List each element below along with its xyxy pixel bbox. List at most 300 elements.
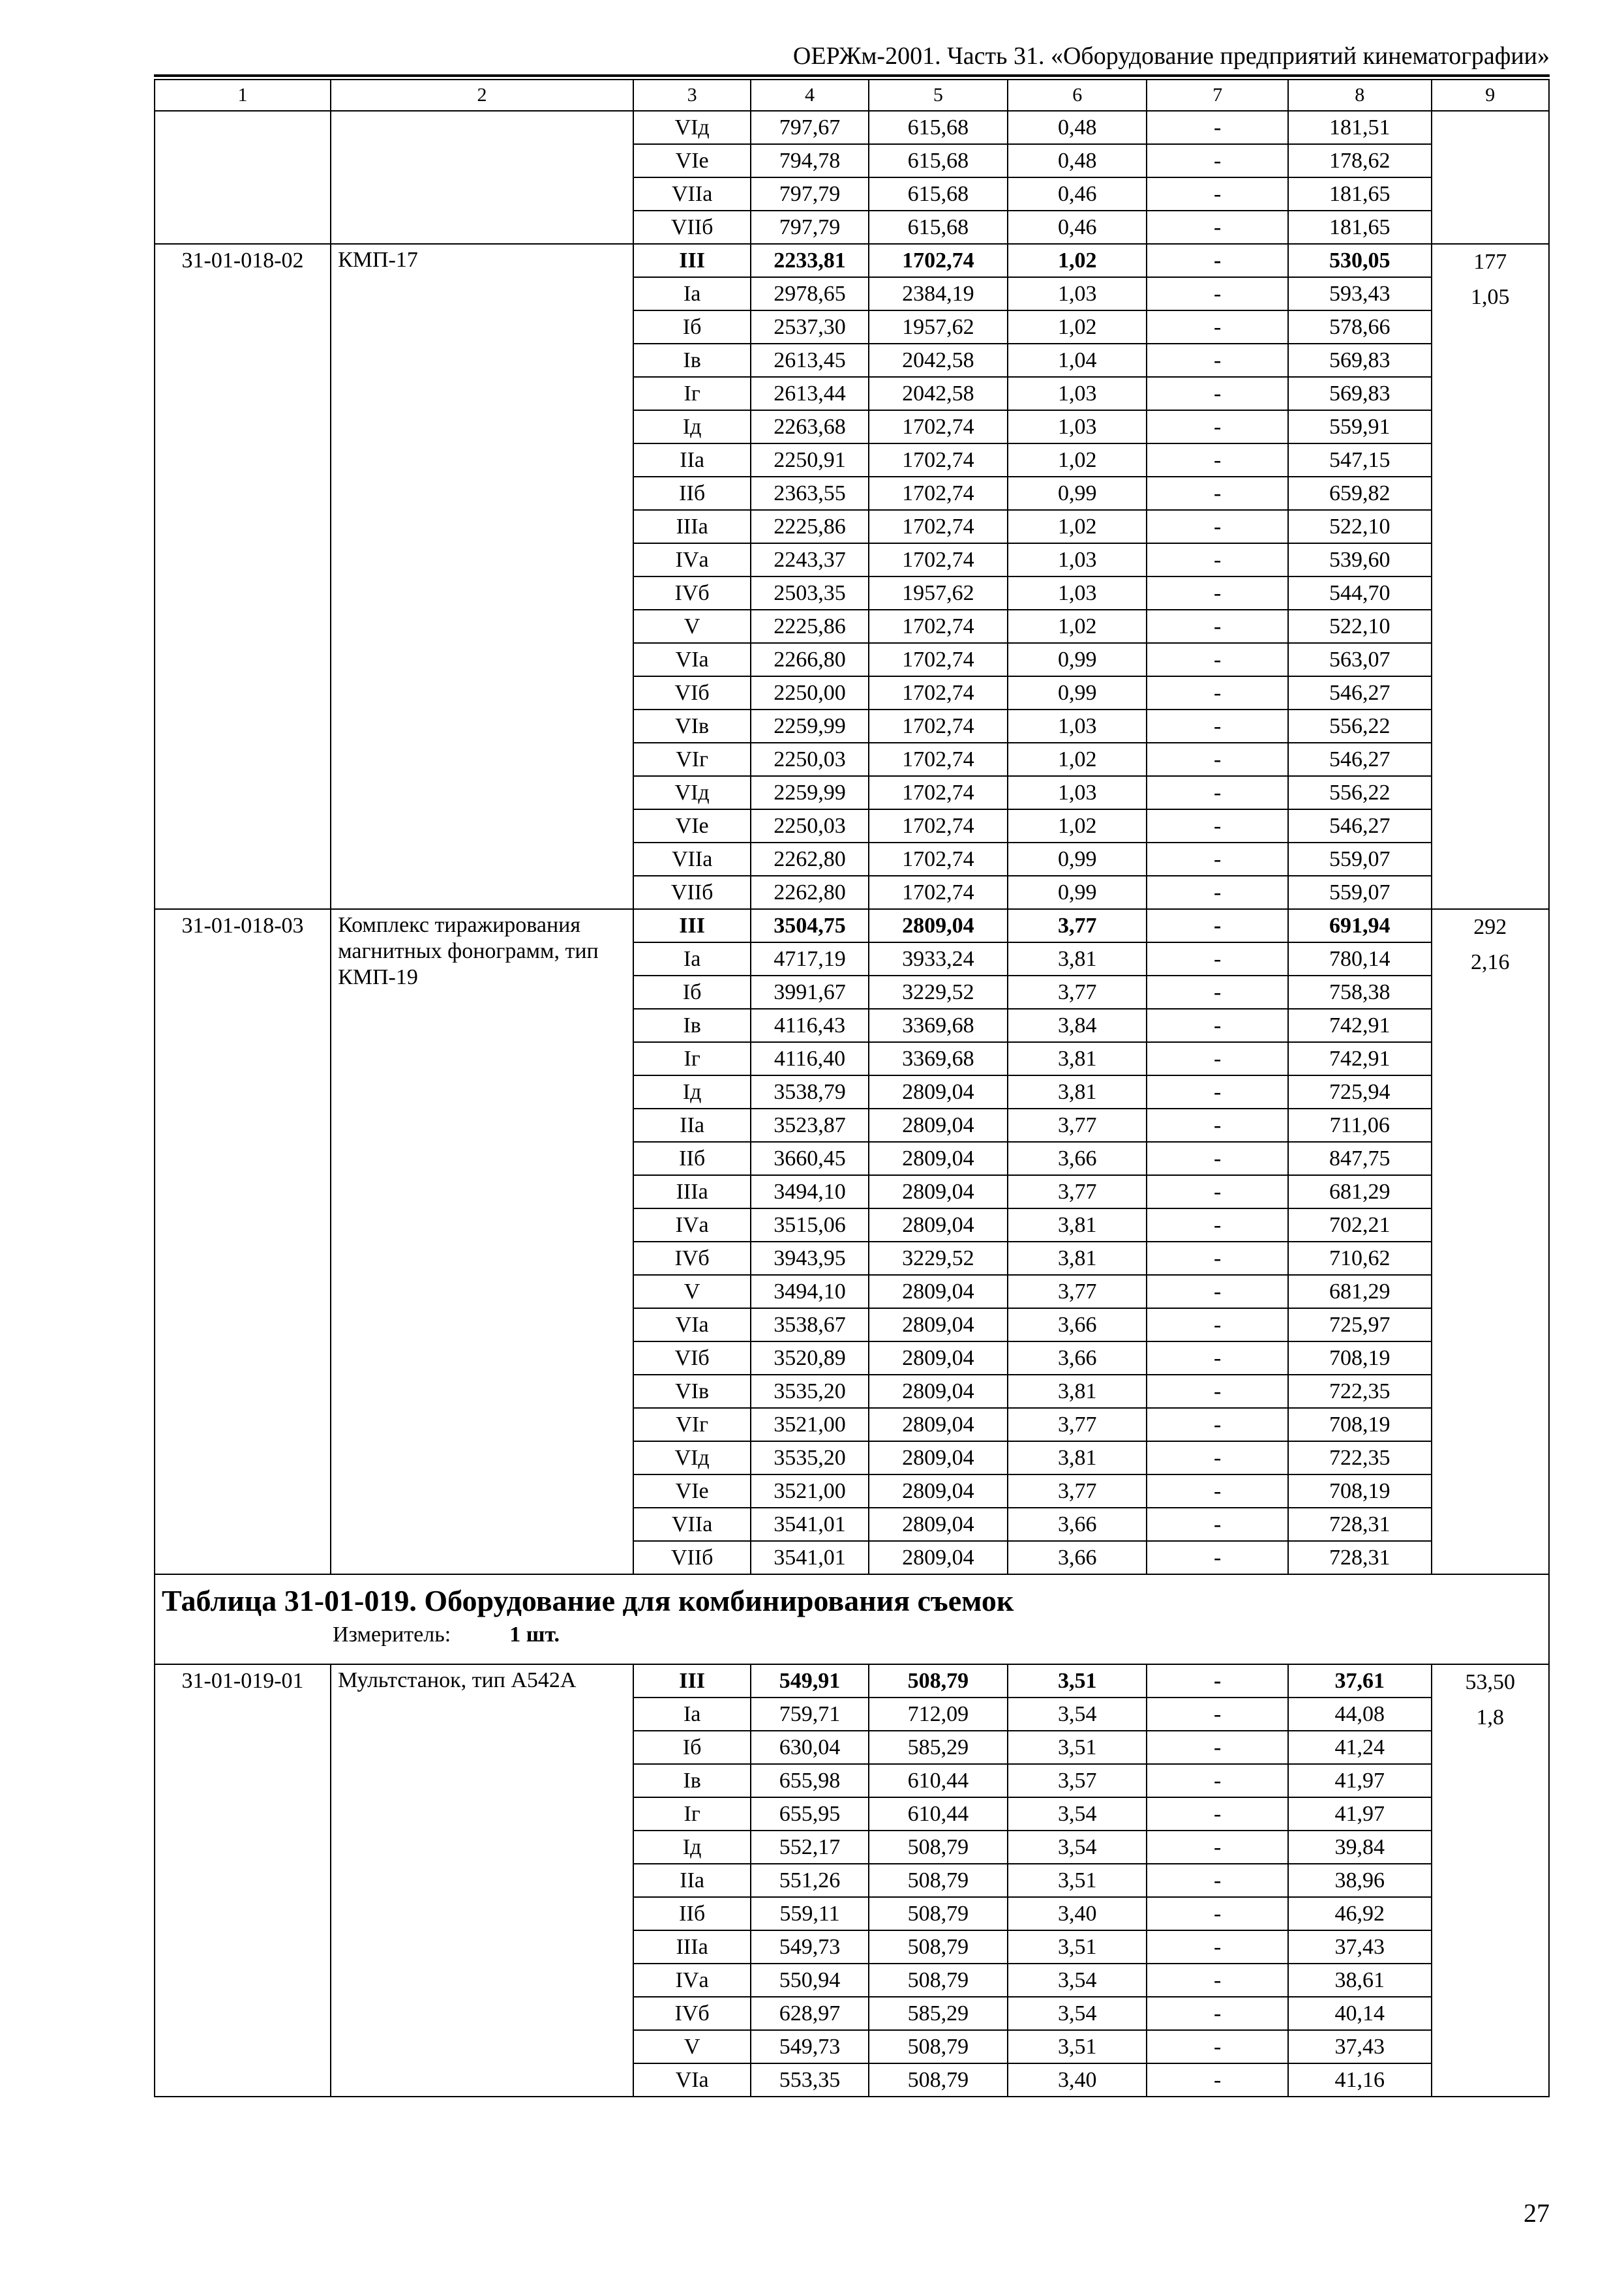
machine-wage-cell: - [1147, 1242, 1287, 1275]
wage-cell: 1702,74 [869, 809, 1008, 843]
machine-wage-cell: - [1147, 809, 1287, 843]
materials-cell: 708,19 [1288, 1474, 1432, 1508]
measure-unit [162, 1621, 1542, 1649]
machine-wage-cell: - [1147, 1764, 1287, 1797]
machine-wage-cell: - [1147, 876, 1287, 909]
zone-cell: III [633, 909, 751, 942]
materials-cell: 578,66 [1288, 310, 1432, 344]
zone-cell: VIIа [633, 177, 751, 211]
zone-cell: Iв [633, 1764, 751, 1797]
column-number-row [155, 80, 1549, 111]
machine-cell: 3,81 [1008, 1441, 1147, 1474]
total-cost-cell: 2225,86 [751, 510, 868, 543]
machine-wage-cell: - [1147, 1275, 1287, 1308]
total-cost-cell: 559,11 [751, 1897, 868, 1930]
machine-cell: 1,02 [1008, 809, 1147, 843]
machine-wage-cell: - [1147, 310, 1287, 344]
table-row [155, 909, 1549, 942]
rates-table [154, 79, 1550, 2097]
total-cost-cell: 2243,37 [751, 543, 868, 576]
machine-cell: 0,99 [1008, 643, 1147, 676]
materials-cell: 708,19 [1288, 1408, 1432, 1441]
materials-cell: 691,94 [1288, 909, 1432, 942]
machine-wage-cell: - [1147, 1142, 1287, 1175]
materials-cell: 40,14 [1288, 1997, 1432, 2030]
wage-cell: 1702,74 [869, 843, 1008, 876]
total-cost-cell: 759,71 [751, 1698, 868, 1731]
total-cost-cell: 3660,45 [751, 1142, 868, 1175]
machine-cell: 3,51 [1008, 1930, 1147, 1964]
machine-cell: 3,81 [1008, 1042, 1147, 1075]
wage-cell: 2042,58 [869, 344, 1008, 377]
zone-cell: IIIа [633, 1175, 751, 1208]
zone-cell: IIб [633, 1897, 751, 1930]
wage-cell: 1702,74 [869, 477, 1008, 510]
wage-cell: 508,79 [869, 1864, 1008, 1897]
zone-cell: Iб [633, 1731, 751, 1764]
zone-cell: VIа [633, 2063, 751, 2097]
labor-value: 292 [1473, 915, 1507, 939]
machine-wage-cell: - [1147, 1864, 1287, 1897]
zone-cell: Iд [633, 1831, 751, 1864]
zone-cell: V [633, 610, 751, 643]
column-number: 1 [155, 80, 331, 111]
wage-cell: 615,68 [869, 144, 1008, 177]
materials-cell: 539,60 [1288, 543, 1432, 576]
total-cost-cell: 797,79 [751, 177, 868, 211]
wage-cell: 1957,62 [869, 310, 1008, 344]
materials-cell: 546,27 [1288, 809, 1432, 843]
total-cost-cell: 2250,03 [751, 809, 868, 843]
materials-cell: 46,92 [1288, 1897, 1432, 1930]
materials-cell: 522,10 [1288, 510, 1432, 543]
zone-cell: Iв [633, 344, 751, 377]
wage-cell: 3229,52 [869, 1242, 1008, 1275]
wage-cell: 2809,04 [869, 1075, 1008, 1109]
machine-wage-cell: - [1147, 543, 1287, 576]
total-cost-cell: 797,79 [751, 211, 868, 244]
machine-cell: 0,48 [1008, 111, 1147, 144]
machine-wage-cell: - [1147, 1441, 1287, 1474]
wage-cell: 508,79 [869, 2063, 1008, 2097]
wage-cell: 1702,74 [869, 876, 1008, 909]
machine-cell: 3,40 [1008, 1897, 1147, 1930]
materials-cell: 742,91 [1288, 1042, 1432, 1075]
machine-cell: 0,48 [1008, 144, 1147, 177]
materials-cell: 780,14 [1288, 942, 1432, 976]
wage-cell: 2809,04 [869, 1175, 1008, 1208]
machine-wage-cell: - [1147, 510, 1287, 543]
machine-wage-cell: - [1147, 942, 1287, 976]
zone-cell: IVа [633, 543, 751, 576]
wage-cell: 1702,74 [869, 610, 1008, 643]
materials-cell: 178,62 [1288, 144, 1432, 177]
item-code [155, 111, 331, 244]
item-code: 31-01-018-02 [155, 244, 331, 909]
labor-value: 1,8 [1476, 1705, 1504, 1729]
machine-cell: 3,54 [1008, 1964, 1147, 1997]
measure-unit-label: Измеритель: [333, 1623, 451, 1647]
wage-cell: 508,79 [869, 1831, 1008, 1864]
wage-cell: 2384,19 [869, 277, 1008, 310]
zone-cell: IVа [633, 1208, 751, 1242]
materials-cell: 547,15 [1288, 443, 1432, 477]
zone-cell: Iд [633, 1075, 751, 1109]
zone-cell: Iг [633, 377, 751, 410]
total-cost-cell: 655,98 [751, 1764, 868, 1797]
wage-cell: 3229,52 [869, 976, 1008, 1009]
machine-wage-cell: - [1147, 1109, 1287, 1142]
total-cost-cell: 797,67 [751, 111, 868, 144]
machine-wage-cell: - [1147, 1375, 1287, 1408]
machine-cell: 3,81 [1008, 1375, 1147, 1408]
materials-cell: 38,96 [1288, 1864, 1432, 1897]
total-cost-cell: 2250,91 [751, 443, 868, 477]
total-cost-cell: 3535,20 [751, 1375, 868, 1408]
machine-wage-cell: - [1147, 443, 1287, 477]
zone-cell: Iв [633, 1009, 751, 1042]
total-cost-cell: 3520,89 [751, 1341, 868, 1375]
labor-cell [1432, 909, 1549, 1574]
total-cost-cell: 630,04 [751, 1731, 868, 1764]
machine-wage-cell: - [1147, 1664, 1287, 1698]
wage-cell: 2809,04 [869, 1375, 1008, 1408]
machine-cell: 1,04 [1008, 344, 1147, 377]
item-name: Комплекс тиражирования магнитных фонограмм, тип КМП-19 [331, 909, 633, 1574]
wage-cell: 508,79 [869, 2030, 1008, 2063]
zone-cell: VIг [633, 1408, 751, 1441]
wage-cell: 2809,04 [869, 1408, 1008, 1441]
wage-cell: 2809,04 [869, 1541, 1008, 1574]
machine-wage-cell: - [1147, 676, 1287, 710]
materials-cell: 37,43 [1288, 2030, 1432, 2063]
machine-cell: 3,66 [1008, 1508, 1147, 1541]
machine-cell: 3,77 [1008, 1474, 1147, 1508]
total-cost-cell: 2263,68 [751, 410, 868, 443]
machine-wage-cell: - [1147, 377, 1287, 410]
total-cost-cell: 2503,35 [751, 576, 868, 610]
wage-cell: 610,44 [869, 1764, 1008, 1797]
machine-wage-cell: - [1147, 643, 1287, 676]
machine-cell: 3,54 [1008, 1797, 1147, 1831]
machine-wage-cell: - [1147, 610, 1287, 643]
total-cost-cell: 2266,80 [751, 643, 868, 676]
machine-wage-cell: - [1147, 1797, 1287, 1831]
column-number: 9 [1432, 80, 1549, 111]
machine-cell: 3,54 [1008, 1997, 1147, 2030]
zone-cell: IVб [633, 1242, 751, 1275]
total-cost-cell: 3541,01 [751, 1508, 868, 1541]
machine-cell: 3,66 [1008, 1308, 1147, 1341]
zone-cell: Iг [633, 1042, 751, 1075]
machine-cell: 1,02 [1008, 310, 1147, 344]
column-number: 3 [633, 80, 751, 111]
materials-cell: 559,91 [1288, 410, 1432, 443]
wage-cell: 1702,74 [869, 510, 1008, 543]
materials-cell: 559,07 [1288, 876, 1432, 909]
wage-cell: 1702,74 [869, 244, 1008, 277]
machine-wage-cell: - [1147, 1208, 1287, 1242]
materials-cell: 181,51 [1288, 111, 1432, 144]
zone-cell: III [633, 1664, 751, 1698]
column-number: 2 [331, 80, 633, 111]
total-cost-cell: 4116,43 [751, 1009, 868, 1042]
total-cost-cell: 3521,00 [751, 1408, 868, 1441]
total-cost-cell: 628,97 [751, 1997, 868, 2030]
machine-cell: 1,03 [1008, 543, 1147, 576]
total-cost-cell: 2262,80 [751, 876, 868, 909]
zone-cell: VIIа [633, 1508, 751, 1541]
machine-cell: 3,77 [1008, 1109, 1147, 1142]
wage-cell: 1702,74 [869, 743, 1008, 776]
zone-cell: VIIб [633, 211, 751, 244]
wage-cell: 610,44 [869, 1797, 1008, 1831]
machine-cell: 0,99 [1008, 843, 1147, 876]
zone-cell: IIа [633, 443, 751, 477]
machine-cell: 3,81 [1008, 1208, 1147, 1242]
machine-wage-cell: - [1147, 1474, 1287, 1508]
materials-cell: 546,27 [1288, 743, 1432, 776]
zone-cell: III [633, 244, 751, 277]
materials-cell: 569,83 [1288, 344, 1432, 377]
zone-cell: IIа [633, 1864, 751, 1897]
table-row [155, 1664, 1549, 1698]
machine-wage-cell: - [1147, 2063, 1287, 2097]
zone-cell: Iб [633, 310, 751, 344]
machine-cell: 1,03 [1008, 776, 1147, 809]
total-cost-cell: 3523,87 [751, 1109, 868, 1142]
wage-cell: 1702,74 [869, 710, 1008, 743]
total-cost-cell: 2250,00 [751, 676, 868, 710]
machine-cell: 3,66 [1008, 1142, 1147, 1175]
total-cost-cell: 3494,10 [751, 1175, 868, 1208]
materials-cell: 556,22 [1288, 710, 1432, 743]
wage-cell: 1702,74 [869, 676, 1008, 710]
machine-wage-cell: - [1147, 1508, 1287, 1541]
column-number: 5 [869, 80, 1008, 111]
labor-value: 1,05 [1471, 284, 1510, 309]
machine-cell: 3,66 [1008, 1541, 1147, 1574]
total-cost-cell: 655,95 [751, 1797, 868, 1831]
machine-cell: 3,66 [1008, 1341, 1147, 1375]
machine-wage-cell: - [1147, 177, 1287, 211]
machine-cell: 3,40 [1008, 2063, 1147, 2097]
table-title: Таблица 31-01-019. Оборудование для комбинирования съемок [162, 1584, 1014, 1617]
machine-cell: 3,77 [1008, 1275, 1147, 1308]
materials-cell: 758,38 [1288, 976, 1432, 1009]
machine-cell: 3,51 [1008, 1664, 1147, 1698]
total-cost-cell: 551,26 [751, 1864, 868, 1897]
total-cost-cell: 2259,99 [751, 776, 868, 809]
machine-wage-cell: - [1147, 1698, 1287, 1731]
total-cost-cell: 549,73 [751, 1930, 868, 1964]
materials-cell: 722,35 [1288, 1375, 1432, 1408]
materials-cell: 41,97 [1288, 1764, 1432, 1797]
total-cost-cell: 3541,01 [751, 1541, 868, 1574]
machine-cell: 0,99 [1008, 876, 1147, 909]
zone-cell: VIIб [633, 1541, 751, 1574]
total-cost-cell: 553,35 [751, 2063, 868, 2097]
materials-cell: 530,05 [1288, 244, 1432, 277]
wage-cell: 615,68 [869, 111, 1008, 144]
machine-cell: 3,81 [1008, 942, 1147, 976]
wage-cell: 1702,74 [869, 410, 1008, 443]
zone-cell: IVа [633, 1964, 751, 1997]
machine-cell: 1,02 [1008, 610, 1147, 643]
zone-cell: IVб [633, 1997, 751, 2030]
machine-wage-cell: - [1147, 1997, 1287, 2030]
machine-wage-cell: - [1147, 477, 1287, 510]
wage-cell: 615,68 [869, 177, 1008, 211]
zone-cell: VIд [633, 1441, 751, 1474]
wage-cell: 1702,74 [869, 643, 1008, 676]
machine-wage-cell: - [1147, 1408, 1287, 1441]
machine-wage-cell: - [1147, 843, 1287, 876]
machine-wage-cell: - [1147, 1075, 1287, 1109]
labor-value: 53,50 [1465, 1670, 1515, 1694]
running-header: ОЕРЖм-2001. Часть 31. «Оборудование предприятий кинематографии» [792, 42, 1550, 70]
total-cost-cell: 550,94 [751, 1964, 868, 1997]
materials-cell: 181,65 [1288, 211, 1432, 244]
machine-wage-cell: - [1147, 344, 1287, 377]
machine-wage-cell: - [1147, 277, 1287, 310]
zone-cell: V [633, 1275, 751, 1308]
wage-cell: 615,68 [869, 211, 1008, 244]
wage-cell: 2809,04 [869, 909, 1008, 942]
total-cost-cell: 3538,79 [751, 1075, 868, 1109]
zone-cell: IVб [633, 576, 751, 610]
materials-cell: 728,31 [1288, 1508, 1432, 1541]
materials-cell: 681,29 [1288, 1275, 1432, 1308]
machine-wage-cell: - [1147, 111, 1287, 144]
labor-cell [1432, 244, 1549, 909]
wage-cell: 3933,24 [869, 942, 1008, 976]
machine-wage-cell: - [1147, 1341, 1287, 1375]
materials-cell: 593,43 [1288, 277, 1432, 310]
zone-cell: VIг [633, 743, 751, 776]
wage-cell: 508,79 [869, 1930, 1008, 1964]
table-body [155, 80, 1549, 2097]
machine-cell: 0,46 [1008, 177, 1147, 211]
machine-cell: 1,03 [1008, 277, 1147, 310]
labor-value: 177 [1473, 250, 1507, 274]
machine-cell: 1,02 [1008, 244, 1147, 277]
machine-cell: 3,77 [1008, 909, 1147, 942]
column-number: 4 [751, 80, 868, 111]
total-cost-cell: 2250,03 [751, 743, 868, 776]
machine-wage-cell: - [1147, 244, 1287, 277]
machine-wage-cell: - [1147, 743, 1287, 776]
total-cost-cell: 3535,20 [751, 1441, 868, 1474]
page-number: 27 [1524, 2198, 1550, 2228]
measure-unit-value: 1 шт. [509, 1623, 560, 1647]
materials-cell: 702,21 [1288, 1208, 1432, 1242]
zone-cell: IIIа [633, 510, 751, 543]
zone-cell: VIа [633, 643, 751, 676]
item-code: 31-01-018-03 [155, 909, 331, 1574]
materials-cell: 544,70 [1288, 576, 1432, 610]
zone-cell: VIе [633, 144, 751, 177]
materials-cell: 522,10 [1288, 610, 1432, 643]
wage-cell: 1702,74 [869, 443, 1008, 477]
wage-cell: 585,29 [869, 1731, 1008, 1764]
total-cost-cell: 4116,40 [751, 1042, 868, 1075]
wage-cell: 1702,74 [869, 543, 1008, 576]
total-cost-cell: 2262,80 [751, 843, 868, 876]
wage-cell: 2809,04 [869, 1275, 1008, 1308]
wage-cell: 1702,74 [869, 776, 1008, 809]
machine-wage-cell: - [1147, 1930, 1287, 1964]
item-name [331, 111, 633, 244]
zone-cell: Iд [633, 410, 751, 443]
machine-wage-cell: - [1147, 211, 1287, 244]
machine-cell: 3,81 [1008, 1242, 1147, 1275]
wage-cell: 2809,04 [869, 1308, 1008, 1341]
table-title-cell [155, 1574, 1549, 1664]
zone-cell: VIа [633, 1308, 751, 1341]
machine-wage-cell: - [1147, 909, 1287, 942]
labor-cell [1432, 111, 1549, 244]
wage-cell: 3369,68 [869, 1042, 1008, 1075]
zone-cell: VIе [633, 1474, 751, 1508]
machine-wage-cell: - [1147, 1831, 1287, 1864]
machine-wage-cell: - [1147, 576, 1287, 610]
total-cost-cell: 2613,44 [751, 377, 868, 410]
machine-wage-cell: - [1147, 710, 1287, 743]
wage-cell: 3369,68 [869, 1009, 1008, 1042]
wage-cell: 2809,04 [869, 1142, 1008, 1175]
zone-cell: VIб [633, 676, 751, 710]
wage-cell: 508,79 [869, 1964, 1008, 1997]
total-cost-cell: 4717,19 [751, 942, 868, 976]
total-cost-cell: 3515,06 [751, 1208, 868, 1242]
labor-cell [1432, 1664, 1549, 2097]
total-cost-cell: 794,78 [751, 144, 868, 177]
machine-cell: 0,46 [1008, 211, 1147, 244]
wage-cell: 2809,04 [869, 1208, 1008, 1242]
zone-cell: IIб [633, 1142, 751, 1175]
machine-wage-cell: - [1147, 1541, 1287, 1574]
column-number: 6 [1008, 80, 1147, 111]
total-cost-cell: 3504,75 [751, 909, 868, 942]
zone-cell: VIд [633, 111, 751, 144]
table-row [155, 111, 1549, 144]
machine-cell: 0,99 [1008, 676, 1147, 710]
materials-cell: 725,97 [1288, 1308, 1432, 1341]
machine-cell: 3,51 [1008, 2030, 1147, 2063]
zone-cell: Iа [633, 277, 751, 310]
materials-cell: 39,84 [1288, 1831, 1432, 1864]
materials-cell: 38,61 [1288, 1964, 1432, 1997]
zone-cell: VIд [633, 776, 751, 809]
materials-cell: 725,94 [1288, 1075, 1432, 1109]
machine-cell: 3,54 [1008, 1831, 1147, 1864]
materials-cell: 181,65 [1288, 177, 1432, 211]
total-cost-cell: 3991,67 [751, 976, 868, 1009]
column-number: 8 [1288, 80, 1432, 111]
total-cost-cell: 3943,95 [751, 1242, 868, 1275]
machine-wage-cell: - [1147, 1175, 1287, 1208]
machine-cell: 1,02 [1008, 743, 1147, 776]
total-cost-cell: 2537,30 [751, 310, 868, 344]
column-number: 7 [1147, 80, 1287, 111]
machine-cell: 1,03 [1008, 410, 1147, 443]
total-cost-cell: 2363,55 [751, 477, 868, 510]
machine-cell: 1,03 [1008, 576, 1147, 610]
machine-cell: 1,03 [1008, 377, 1147, 410]
total-cost-cell: 549,91 [751, 1664, 868, 1698]
zone-cell: IIIа [633, 1930, 751, 1964]
